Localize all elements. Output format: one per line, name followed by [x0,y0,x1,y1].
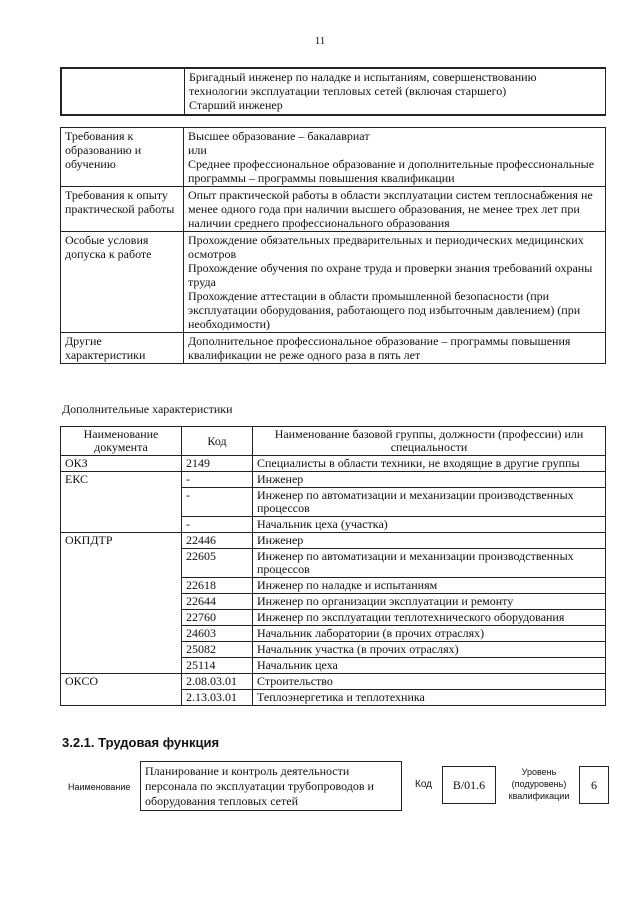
name-cell: Инженер [253,533,606,549]
job-titles-table [60,67,606,116]
requirement-value [184,232,606,333]
code-cell: - [182,488,253,517]
requirement-line: Опыт практической работы в области эксплуатации систем теплоснабжения не менее одного года при наличии высшего образования, не менее трех лет при наличии среднего профессионального образования [188,188,593,230]
code-cell: 2149 [182,456,253,472]
requirement-line: или [188,143,207,157]
name-cell: Начальник цеха (участка) [253,517,606,533]
function-name-box: Планирование и контроль деятельности персонала по эксплуатации трубопроводов и оборудования тепловых сетей [140,761,402,811]
job-titles-cell [185,68,606,115]
requirement-line: Прохождение обязательных предварительных и периодических медицинских осмотров [188,233,584,261]
doc-cell [61,690,182,706]
doc-cell [61,549,182,578]
requirement-line: Прохождение обучения по охране труда и проверки знания требований охраны труда [188,261,593,289]
code-cell: 22605 [182,549,253,578]
code-cell: 22760 [182,610,253,626]
requirement-line: Дополнительное профессиональное образование – программы повышения квалификации не реже одного раза в пять лет [188,334,571,362]
requirements-table [60,127,606,364]
code-cell: 24603 [182,626,253,642]
doc-cell [61,610,182,626]
level-value-box: 6 [579,766,609,804]
requirement-line: Среднее профессиональное образование и дополнительные профессиональные программы – программы повышения квалификации [188,157,595,185]
job-title-line: технологии эксплуатации тепловых сетей (включая старшего) [189,84,507,98]
additional-title: Дополнительные характеристики [62,402,233,416]
doc-cell [61,594,182,610]
code-cell: 25082 [182,642,253,658]
doc-cell [61,578,182,594]
name-cell: Начальник участка (в прочих отраслях) [253,642,606,658]
code-cell: 2.08.03.01 [182,674,253,690]
doc-cell [61,658,182,674]
section-title: 3.2.1. Трудовая функция [62,735,220,750]
doc-cell [61,517,182,533]
requirement-label: Требования к образованию и обучению [61,128,184,187]
requirement-line: Прохождение аттестации в области промышленной безопасности (при эксплуатации оборудования, работающего под избыточным давлением) (при необходимости) [188,289,581,331]
name-cell: Начальник лаборатории (в прочих отраслях) [253,626,606,642]
page-number: 11 [314,35,326,47]
doc-cell: ОКПДТР [61,533,182,549]
code-cell: 22644 [182,594,253,610]
code-cell: - [182,472,253,488]
requirement-line: Высшее образование – бакалавриат [188,129,370,143]
name-cell: Инженер по организации эксплуатации и ремонту [253,594,606,610]
name-cell: Инженер [253,472,606,488]
requirement-value [184,187,606,232]
doc-cell [61,626,182,642]
name-cell: Инженер по автоматизации и механизации производственных процессов [253,549,606,578]
empty-cell [61,68,185,115]
name-cell: Теплоэнергетика и теплотехника [253,690,606,706]
requirement-label: Особые условия допуска к работе [61,232,184,333]
code-label: Код [415,779,433,790]
code-cell: 2.13.03.01 [182,690,253,706]
doc-cell: ОКЗ [61,456,182,472]
requirement-label: Другие характеристики [61,333,184,364]
doc-cell: ЕКС [61,472,182,488]
name-cell: Инженер по наладке и испытаниям [253,578,606,594]
name-cell: Специалисты в области техники, не входящие в другие группы [253,456,606,472]
header-name: Наименование базовой группы, должности (профессии) или специальности [253,427,606,456]
name-cell: Начальник цеха [253,658,606,674]
code-cell: - [182,517,253,533]
function-code-box: B/01.6 [442,766,496,804]
name-cell: Строительство [253,674,606,690]
job-title-line: Старший инженер [189,98,283,112]
additional-characteristics-table [60,426,606,706]
code-cell: 22446 [182,533,253,549]
name-cell: Инженер по автоматизации и механизации производственных процессов [253,488,606,517]
level-label: Уровень (подуровень) квалификации [508,767,570,801]
requirement-label: Требования к опыту практической работы [61,187,184,232]
doc-cell [61,488,182,517]
code-cell: 22618 [182,578,253,594]
name-label: Наименование [68,782,131,792]
header-document: Наименование документа [61,427,182,456]
name-cell: Инженер по эксплуатации теплотехнического оборудования [253,610,606,626]
job-title-line: Бригадный инженер по наладке и испытаниям, совершенствованию [189,70,537,84]
requirement-value [184,333,606,364]
header-code: Код [182,427,253,456]
code-cell: 25114 [182,658,253,674]
doc-cell: ОКСО [61,674,182,690]
requirement-value [184,128,606,187]
doc-cell [61,642,182,658]
